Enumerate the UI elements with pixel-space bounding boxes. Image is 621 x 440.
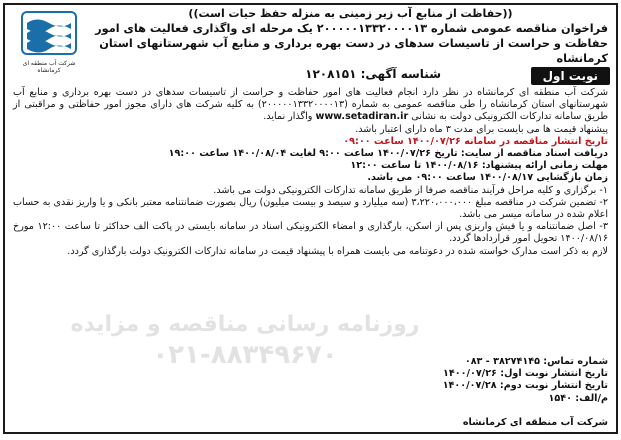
intro-paragraph [13, 87, 608, 124]
notice-title: فراخوان مناقصه عمومی شماره ۲۰۰۰۰۰۱۳۳۲۰۰۰۰۱۳ یک مرحله ای واگذاری فعالیت های امور حفاظت و حراست از تاسیسات سدهای در دست بهره برداری و منابع آب شهرستانهای استان کرمانشاه [95, 22, 608, 65]
company-logo [13, 11, 85, 73]
watermark [35, 310, 455, 370]
intro-text: شرکت آب منطقه ای کرمانشاه در نظر دارد انجام فعالیت های امور حفاظت و حراست از تاسیسات سدهای در دست بهره برداری و منابع آب شهرستانهای استان کرمانشاه را طی مناقصه عمومی به شماره (۲۰۰۰۰۰۱۳۳۲۰۰۰۰۱۳) به کلیه شرکت های دارای مجوز امور حفاظتی و مراقبتی از طریق سامانه تدارکات الکترونیکی دولت به نشانی [13, 87, 608, 123]
website-link[interactable]: www.setadiran.ir [315, 111, 409, 123]
tender-notice [3, 3, 618, 434]
watermark-text: روزنامه رسانی مناقصه و مزایده [70, 312, 420, 337]
notice-header [5, 5, 616, 85]
watermark-phone: ۰۲۱-۸۸۳۴۹۶۷۰ [152, 340, 338, 370]
motto: ((حفاظت از منابع آب زیر زمینی به منزله حفظ حیات است)) [188, 7, 513, 20]
publish-date-line: تاریخ انتشار مناقصه در سامانه ۱۴۰۰/۰۷/۲۶ ساعت ۰۹:۰۰ [343, 135, 608, 147]
validity-line: پیشنهاد قیمت ها می بایست برای مدت ۳ ماه دارای اعتبار باشد. [355, 123, 608, 135]
first-publication-line: تاریخ انتشار نوبت اول: ۱۴۰۰/۰۷/۲۶ [443, 368, 608, 380]
water-logo-icon [21, 11, 77, 55]
deadline-line: مهلت زمانی ارائه پیشنهاد: ۱۴۰۰/۰۸/۱۶ تا ساعت ۱۲:۰۰ [350, 160, 608, 172]
logo-caption: شرکت آب منطقه ای کرمانشاه [22, 60, 76, 74]
company-footer: شرکت آب منطقه ای کرمانشاه [462, 417, 608, 428]
item-1: ۱- برگزاری و کلیه مراحل فرآیند مناقصه صرفا از طریق سامانه تدارکات الکترونیکی دولت می باشد. [213, 184, 608, 196]
receive-docs-line: دریافت اسناد مناقصه از سایت: تاریخ ۱۴۰۰/۰۷/۲۶ ساعت ۹:۰۰ لغایت ۱۴۰۰/۰۸/۰۴ ساعت ۱۹:۰۰ [168, 148, 608, 160]
opening-line: زمان بازگشایی ۱۴۰۰/۰۸/۱۷ ساعت ۰۹:۰۰ می باشد. [367, 172, 608, 184]
intro-end: واگذار نماید. [263, 111, 313, 123]
round-badge: نوبت اول [531, 67, 610, 85]
contact-block [443, 356, 608, 405]
reference-code-line: م/الف: ۱۵۴۰ [548, 392, 608, 404]
phone-line: شماره تماس: ۳۸۲۷۴۱۴۵ - ۰۸۳ [464, 356, 608, 367]
item-3: ۳- اصل ضمانتنامه و یا فیش واریزی پس از اسکن، بارگذاری و امضاء الکترونیکی اسناد در سامانه بایستی در پاکت الف حداکثر تا ساعت ۱۲:۰۰ مورخ ۱۴۰۰/۰۸/۱۶ تحویل امور قراردادها گردد. [13, 221, 608, 245]
second-publication-line: تاریخ انتشار نوبت دوم: ۱۴۰۰/۰۷/۲۸ [442, 380, 608, 392]
item-2: ۲- تضمین شرکت در مناقصه مبلغ ۳،۲۲۰،۰۰۰،۰۰۰ (سه میلیارد و سیصد و بیست میلیون) ریال بصورت ضمانتنامه معتبر بانکی و یا واریز نقدی به حساب اعلام شده در سامانه میسر می باشد. [13, 196, 608, 221]
note-line: لازم به ذکر است مدارک خواسته شده در دعوتنامه می بایست همراه با پیشنهاد قیمت در سامانه تدارکات الکترونیک دولت بارگذاری گردد. [67, 245, 608, 257]
notice-body [13, 87, 608, 258]
ad-number: شناسه آگهی: ۱۲۰۸۱۵۱ [305, 67, 441, 81]
title-block [93, 7, 608, 66]
